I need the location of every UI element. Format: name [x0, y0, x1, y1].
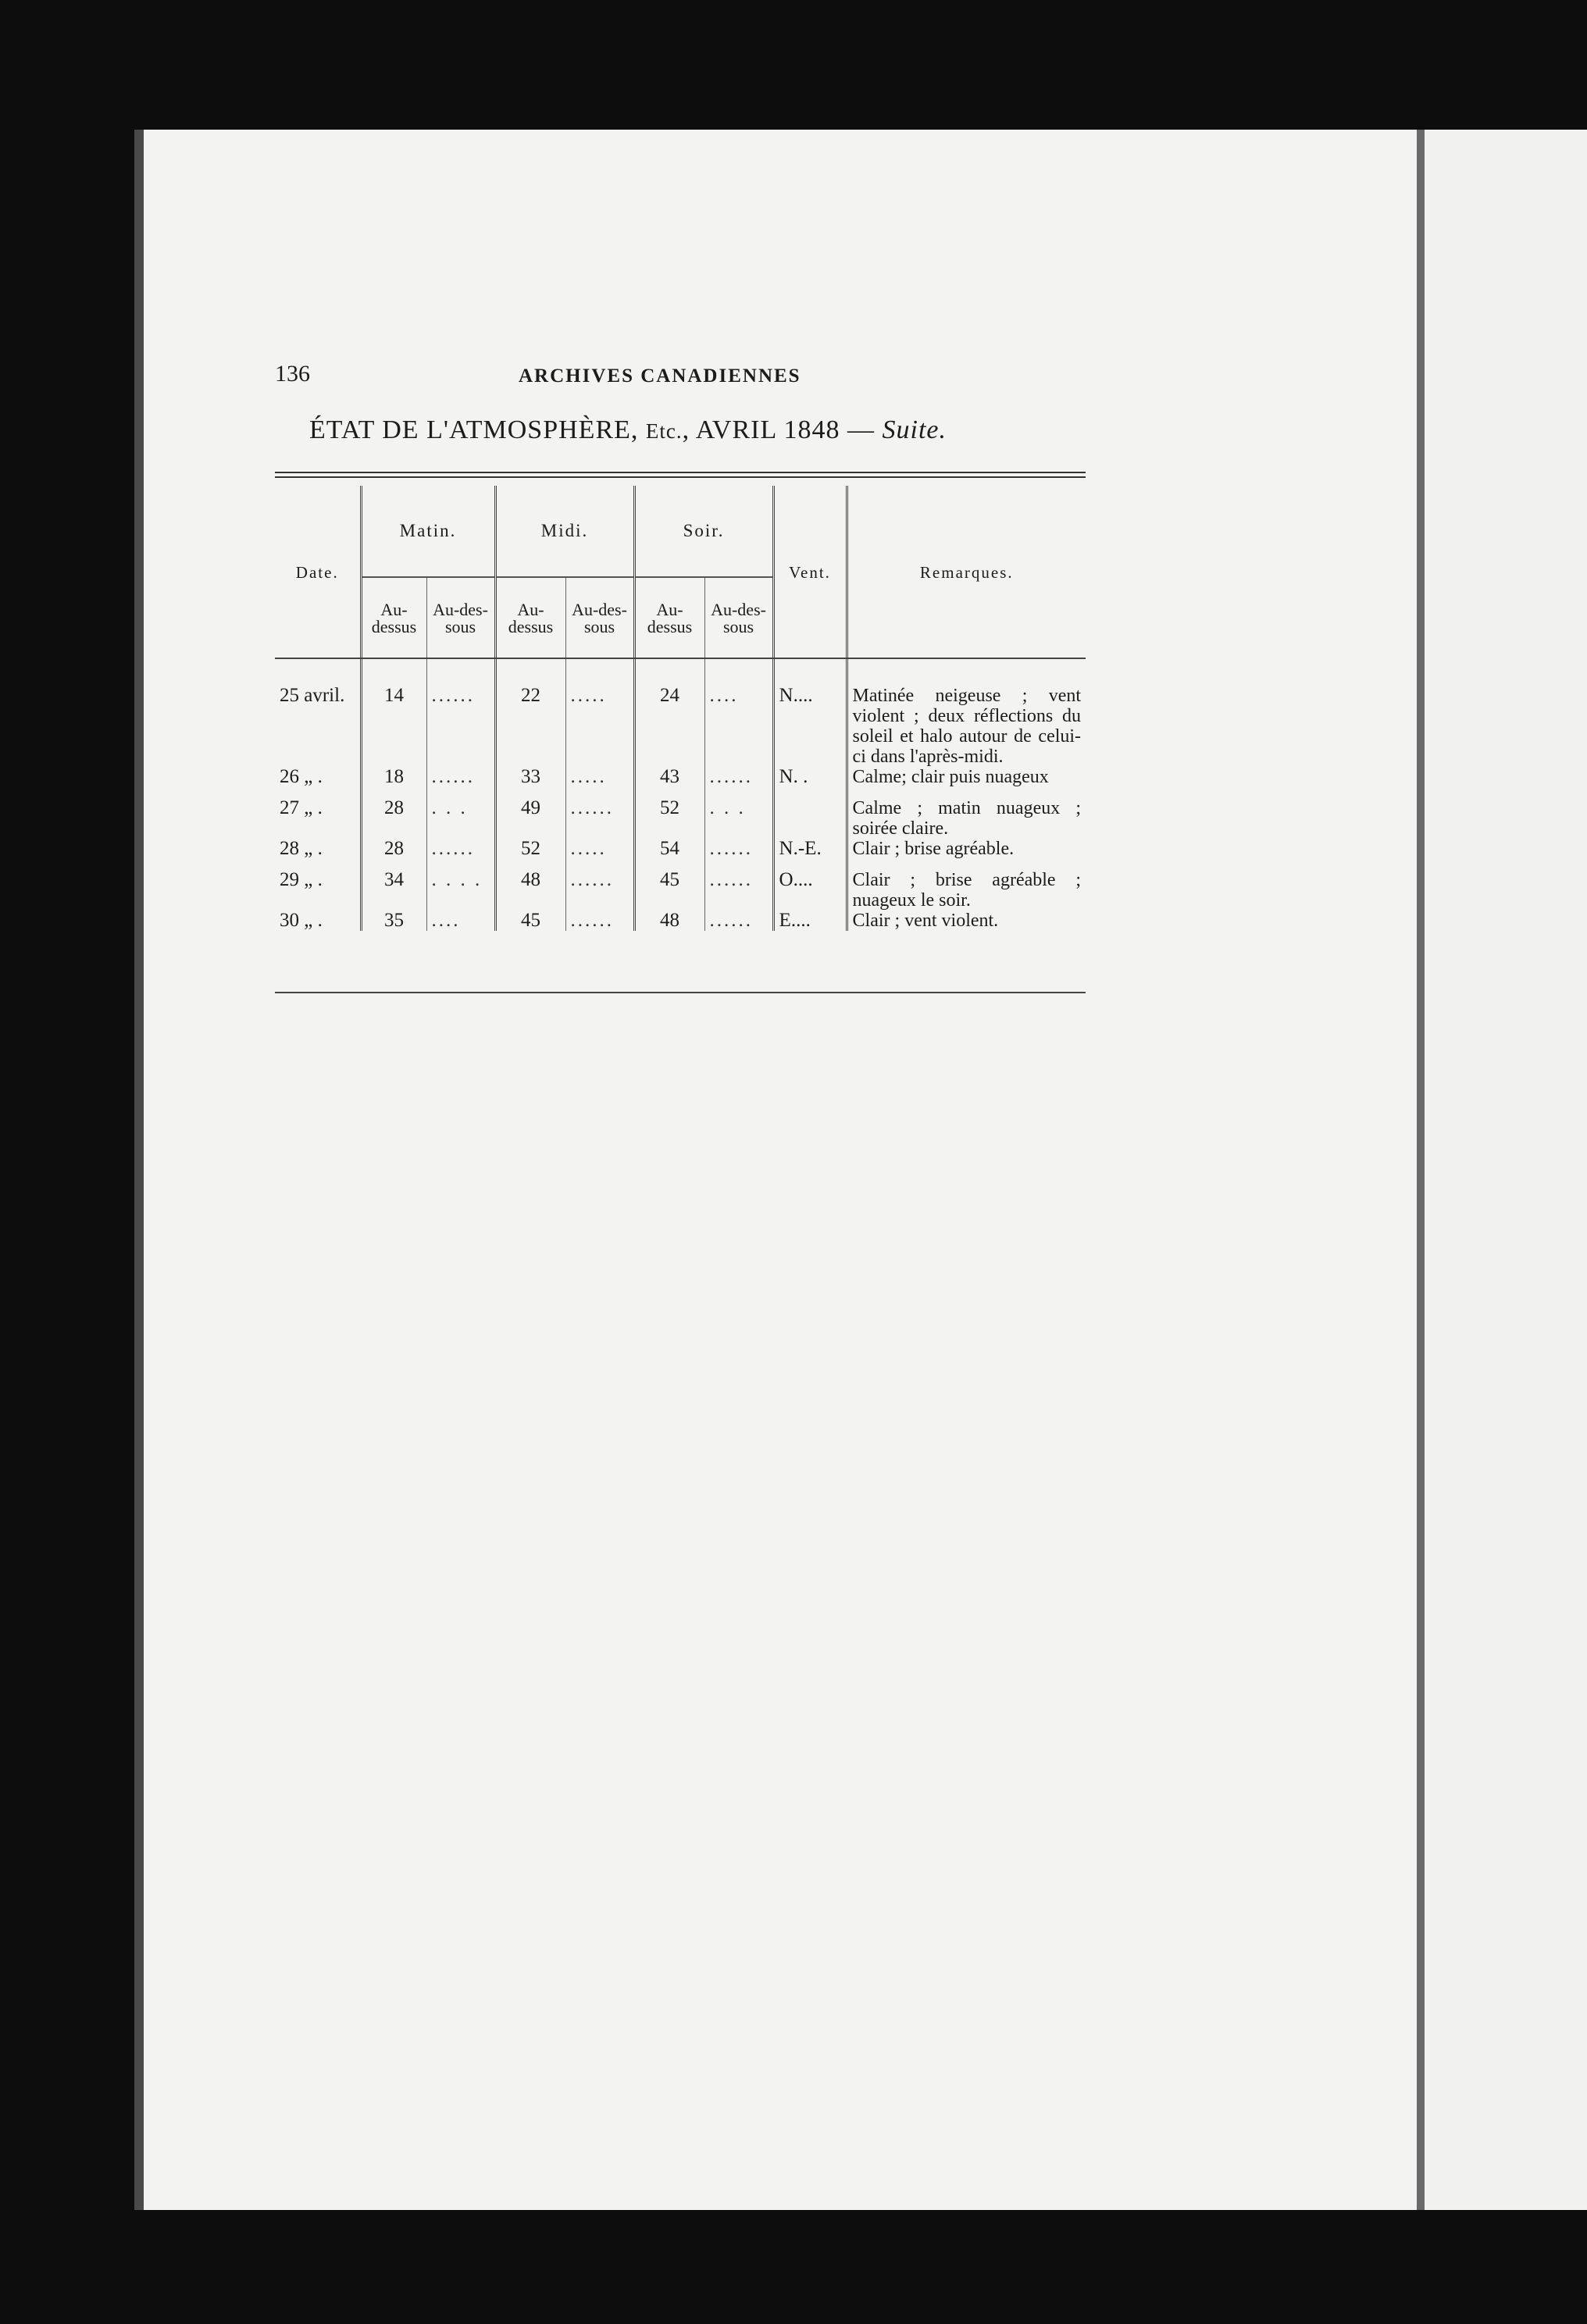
cell-matin-dessus: 35	[361, 911, 426, 931]
cell-midi-dessous: ......	[565, 859, 634, 911]
cell-soir-dessus: 45	[634, 859, 704, 911]
cell-soir-dessous: ......	[704, 767, 773, 787]
cell-vent: N....	[773, 659, 847, 767]
cell-vent: N. .	[773, 767, 847, 787]
cell-date: 26 „ .	[280, 766, 323, 787]
table-bottom-rule	[275, 992, 1086, 996]
header-bottom-rule	[275, 658, 1086, 661]
cell-matin-dessus: 28	[361, 787, 426, 839]
cell-midi-dessus: 45	[495, 911, 565, 931]
cell-soir-dessous: ....	[704, 659, 773, 767]
cell-date: 28 „ .	[280, 838, 323, 859]
cell-remarque: Clair ; vent violent.	[847, 911, 1086, 931]
cell-remarque: Calme; clair puis nuageux	[847, 767, 1086, 787]
subheader-soir-dessus: Au-dessus	[634, 577, 704, 659]
cell-midi-dessus: 33	[495, 767, 565, 787]
cell-soir-dessous: ......	[704, 911, 773, 931]
cell-matin-dessous: ......	[426, 767, 495, 787]
cell-midi-dessus: 48	[495, 859, 565, 911]
cell-midi-dessus: 22	[495, 659, 565, 767]
cell-soir-dessus: 24	[634, 659, 704, 767]
cell-midi-dessous: ......	[565, 787, 634, 839]
subheader-matin-dessous: Au-des-sous	[426, 577, 495, 659]
cell-soir-dessous: ......	[704, 839, 773, 859]
header-vent: Vent.	[773, 486, 847, 659]
header-date: Date.	[295, 562, 339, 582]
cell-matin-dessus: 18	[361, 767, 426, 787]
running-head: ARCHIVES CANADIENNES	[519, 365, 801, 387]
table-title	[309, 415, 1246, 445]
cell-midi-dessous: .....	[565, 839, 634, 859]
cell-soir-dessous: . . .	[704, 787, 773, 839]
cell-vent: E....	[773, 911, 847, 931]
cell-date: 29 „ .	[280, 869, 323, 890]
cell-matin-dessous: . . .	[426, 787, 495, 839]
cell-soir-dessus: 54	[634, 839, 704, 859]
page-header	[275, 361, 978, 392]
cell-remarque: Clair ; brise agréable.	[847, 839, 1086, 859]
cell-midi-dessous: .....	[565, 659, 634, 767]
cell-soir-dessus: 43	[634, 767, 704, 787]
cell-soir-dessus: 52	[634, 787, 704, 839]
table-row	[275, 911, 1086, 931]
cell-date: 30 „ .	[280, 910, 323, 931]
header-midi: Midi.	[495, 486, 634, 577]
cell-remarque: Matinée neigeuse ; vent violent ; deux réflections du soleil et halo autour de celui-ci dans l'après-midi.	[847, 659, 1086, 767]
table-title-suite: Suite.	[882, 415, 947, 444]
cell-remarque: Calme ; matin nuageux ; soirée claire.	[847, 787, 1086, 839]
atmosphere-table	[275, 486, 1086, 931]
cell-matin-dessous: . . . .	[426, 859, 495, 911]
cell-midi-dessous: .....	[565, 767, 634, 787]
cell-midi-dessous: ......	[565, 911, 634, 931]
cell-vent: N.-E.	[773, 839, 847, 859]
table-row	[275, 859, 1086, 911]
cell-date: 27 „ .	[280, 797, 323, 818]
cell-matin-dessous: ......	[426, 839, 495, 859]
cell-midi-dessus: 52	[495, 839, 565, 859]
cell-matin-dessous: ......	[426, 659, 495, 767]
subheader-midi-dessus: Au-dessus	[495, 577, 565, 659]
table-title-etc: Etc.	[645, 419, 683, 443]
subheader-matin-dessus: Au-dessus	[361, 577, 426, 659]
cell-vent: O....	[773, 859, 847, 911]
subheader-midi-dessous: Au-des-sous	[565, 577, 634, 659]
table-row	[275, 767, 1086, 787]
subheader-soir-dessous: Au-des-sous	[704, 577, 773, 659]
cell-matin-dessous: ....	[426, 911, 495, 931]
page-number: 136	[275, 361, 310, 387]
cell-matin-dessus: 34	[361, 859, 426, 911]
cell-date: 25 avril.	[280, 685, 345, 706]
cell-matin-dessus: 28	[361, 839, 426, 859]
cell-remarque: Clair ; brise agréable ; nuageux le soir.	[847, 859, 1086, 911]
cell-midi-dessus: 49	[495, 787, 565, 839]
table-row	[275, 839, 1086, 859]
table-row	[275, 659, 1086, 767]
header-soir: Soir.	[634, 486, 773, 577]
table-title-main: ÉTAT DE L'ATMOSPHÈRE,	[309, 415, 646, 444]
table-title-month: , AVRIL 1848 —	[682, 415, 883, 444]
cell-soir-dessous: ......	[704, 859, 773, 911]
cell-vent	[773, 787, 847, 839]
cell-soir-dessus: 48	[634, 911, 704, 931]
facing-page-edge	[1417, 130, 1587, 2210]
table-row	[275, 787, 1086, 839]
header-matin: Matin.	[361, 486, 495, 577]
cell-matin-dessus: 14	[361, 659, 426, 767]
header-remarques: Remarques.	[847, 486, 1086, 659]
top-double-rule	[275, 472, 1086, 478]
